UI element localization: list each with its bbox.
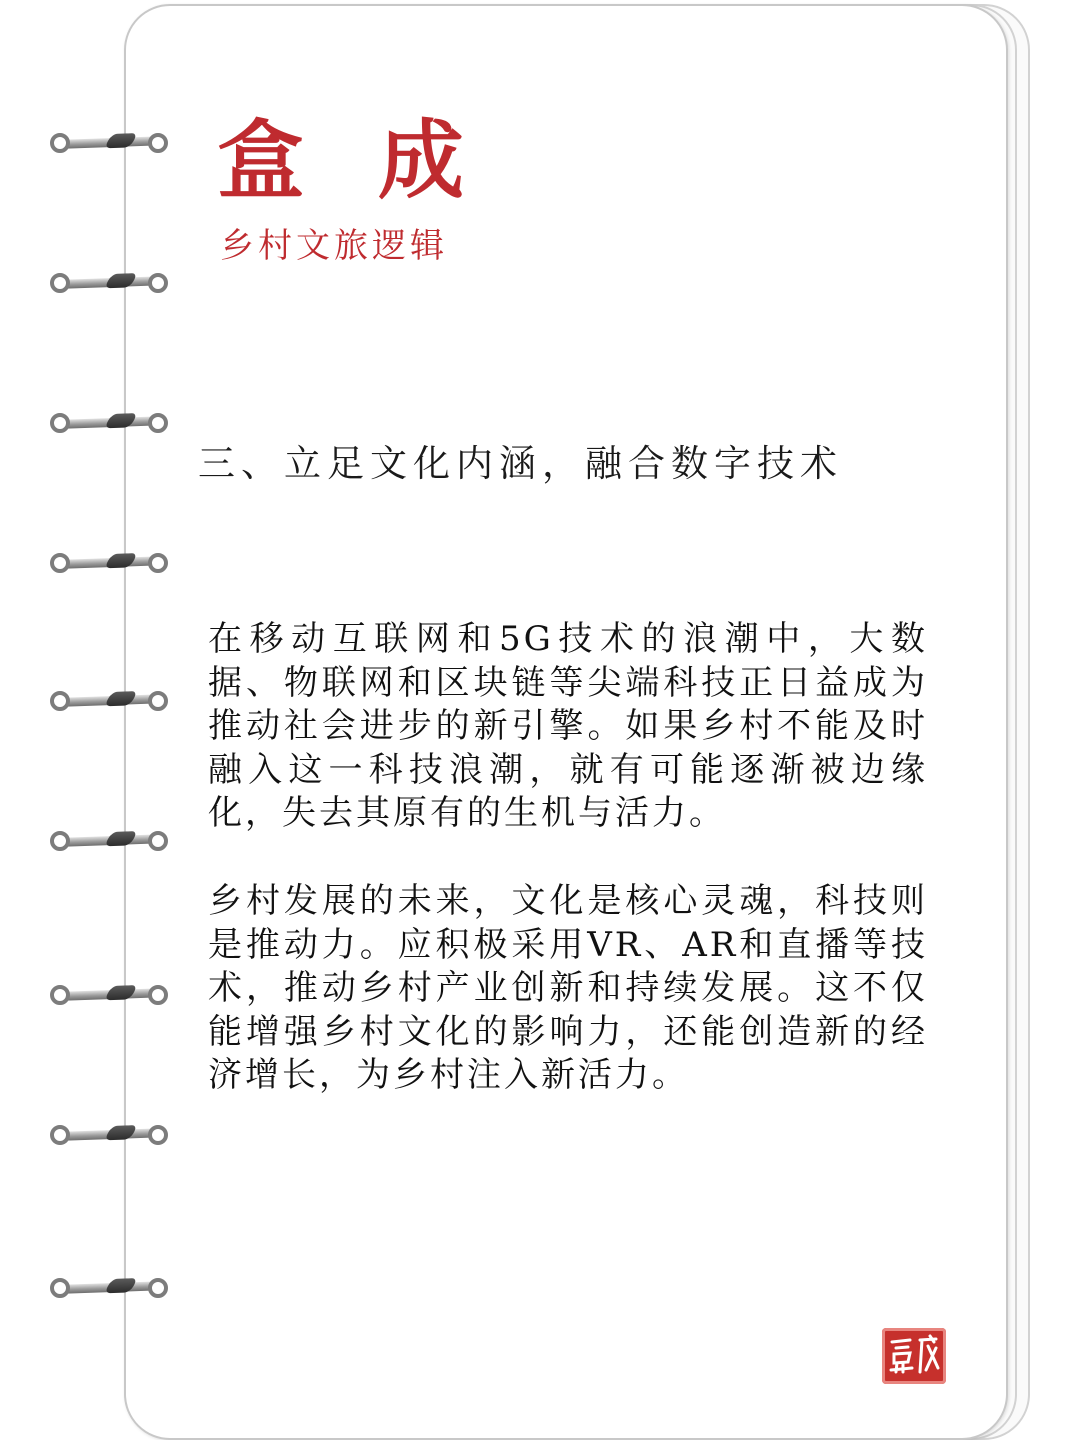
paragraph-1: 在移动互联网和5G技术的浪潮中，大数据、物联网和区块链等尖端科技正日益成为推动社会进步的新引擎。如果乡村不能及时融入这一科技浪潮，就有可能逐渐被边缘化，失去其原有的生机与活力。: [208, 619, 928, 833]
brand-subtitle: 乡村文旅逻辑: [220, 226, 448, 266]
binder-ring-icon: [50, 1275, 170, 1305]
brand-title: 盒 成: [218, 110, 486, 211]
binder-ring-icon: [50, 982, 170, 1012]
binder-ring-icon: [50, 130, 170, 160]
section-heading: 三、立足文化内涵，融合数字技术: [198, 442, 843, 485]
seal-glyphs-icon: [882, 1328, 946, 1384]
binder-ring-icon: [50, 828, 170, 858]
paragraph-2: 乡村发展的未来，文化是核心灵魂，科技则是推动力。应积极采用VR、AR和直播等技术，推动乡村产业创新和持续发展。这不仅能增强乡村文化的影响力，还能创造新的经济增长，为乡村注入新活力。: [208, 881, 928, 1095]
binder-ring-icon: [50, 550, 170, 580]
binder-ring-icon: [50, 688, 170, 718]
binder-ring-icon: [50, 410, 170, 440]
binder-ring-icon: [50, 270, 170, 300]
seal-stamp: [882, 1328, 946, 1384]
binder-ring-icon: [50, 1122, 170, 1152]
